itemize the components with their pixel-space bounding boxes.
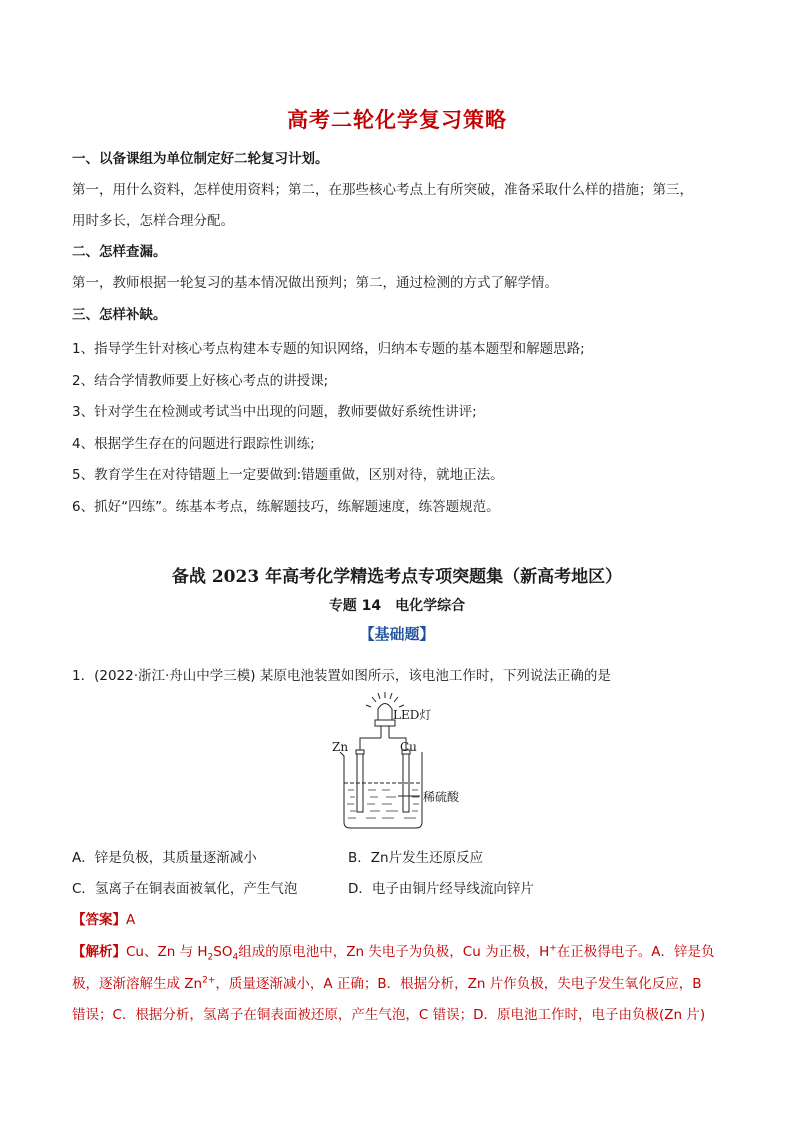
analysis-line-2 — [72, 972, 702, 992]
section-3-item: 5、教育学生在对待错题上一定要做到:错题重做，区别对待，就地正法。 — [72, 467, 504, 483]
section-3-item: 2、结合学情教师要上好核心考点的讲授课; — [72, 373, 329, 389]
option-c: C．氢离子在铜表面被氧化，产生气泡 — [72, 881, 298, 897]
answer-value: A — [126, 912, 136, 928]
analysis-text: Cu、Zn 与 H — [126, 944, 208, 960]
led-label: LED灯 — [393, 708, 432, 722]
section-2-line-1: 第一，教师根据一轮复习的基本情况做出预判；第二，通过检测的方式了解学情。 — [72, 275, 558, 291]
topic-title: 专题 14 电化学综合 — [328, 598, 466, 614]
option-a: A．锌是负极，其质量逐渐减小 — [72, 850, 257, 866]
section-1-line-2: 用时多长，怎样合理分配。 — [72, 213, 234, 229]
section-2-heading: 二、怎样查漏。 — [72, 244, 167, 260]
acid-label: 稀硫酸 — [423, 790, 460, 804]
analysis-line-3: 错误；C．根据分析，氢离子在铜表面被还原，产生气泡，C 错误；D．原电池工作时，电子由负极(Zn 片) — [72, 1007, 706, 1023]
section-3-item: 6、抓好“四练”。练基本考点，练解题技巧，练解题速度，练答题规范。 — [72, 499, 500, 515]
analysis-text: 组成的原电池中，Zn 失电子为负极，Cu 为正极，H — [238, 944, 550, 960]
cu-electrode-label: Cu — [400, 740, 417, 754]
analysis-tag: 【解析】 — [72, 944, 126, 960]
analysis-text: 在正极得电子。A．锌是负 — [556, 944, 715, 960]
question-stem: 1．(2022·浙江·舟山中学三模) 某原电池装置如图所示，该电池工作时，下列说法正确的是 — [72, 668, 611, 684]
section-1-line-1: 第一，用什么资料，怎样使用资料；第二，在那些核心考点上有所突破，准备采取什么样的措施；第三， — [72, 182, 693, 198]
superscript: 2+ — [202, 975, 216, 986]
subscript: 4 — [232, 952, 239, 963]
option-b: B．Zn片发生还原反应 — [348, 850, 484, 866]
analysis-text: 极，逐渐溶解生成 Zn — [72, 976, 203, 992]
subscript: 2 — [207, 952, 214, 963]
section-3-item: 4、根据学生存在的问题进行跟踪性训练; — [72, 436, 315, 452]
section-3-item: 1、指导学生针对核心考点构建本专题的知识网络，归纳本专题的基本题型和解题思路; — [72, 341, 585, 357]
analysis-line-1 — [72, 940, 715, 963]
zn-electrode-label: Zn — [332, 740, 349, 754]
answer-line — [72, 908, 135, 928]
section-3-heading: 三、怎样补缺。 — [72, 307, 167, 323]
section-3-item: 3、针对学生在检测或考试当中出现的问题，教师要做好系统性讲评; — [72, 404, 477, 420]
analysis-text: SO — [213, 944, 233, 960]
page-title: 高考二轮化学复习策略 — [287, 108, 507, 132]
section-1-heading: 一、以备课组为单位制定好二轮复习计划。 — [72, 151, 329, 167]
collection-title: 备战 2023 年高考化学精选考点专项突题集（新高考地区） — [171, 567, 623, 587]
option-d: D．电子由铜片经导线流向锌片 — [348, 881, 534, 897]
section-tag: 【基础题】 — [359, 625, 435, 643]
analysis-text: ，质量逐渐减小，A 正确；B．根据分析，Zn 片作负极，失电子发生氧化反应，B — [215, 976, 702, 992]
answer-tag: 【答案】 — [72, 912, 126, 928]
superscript: + — [549, 943, 557, 954]
